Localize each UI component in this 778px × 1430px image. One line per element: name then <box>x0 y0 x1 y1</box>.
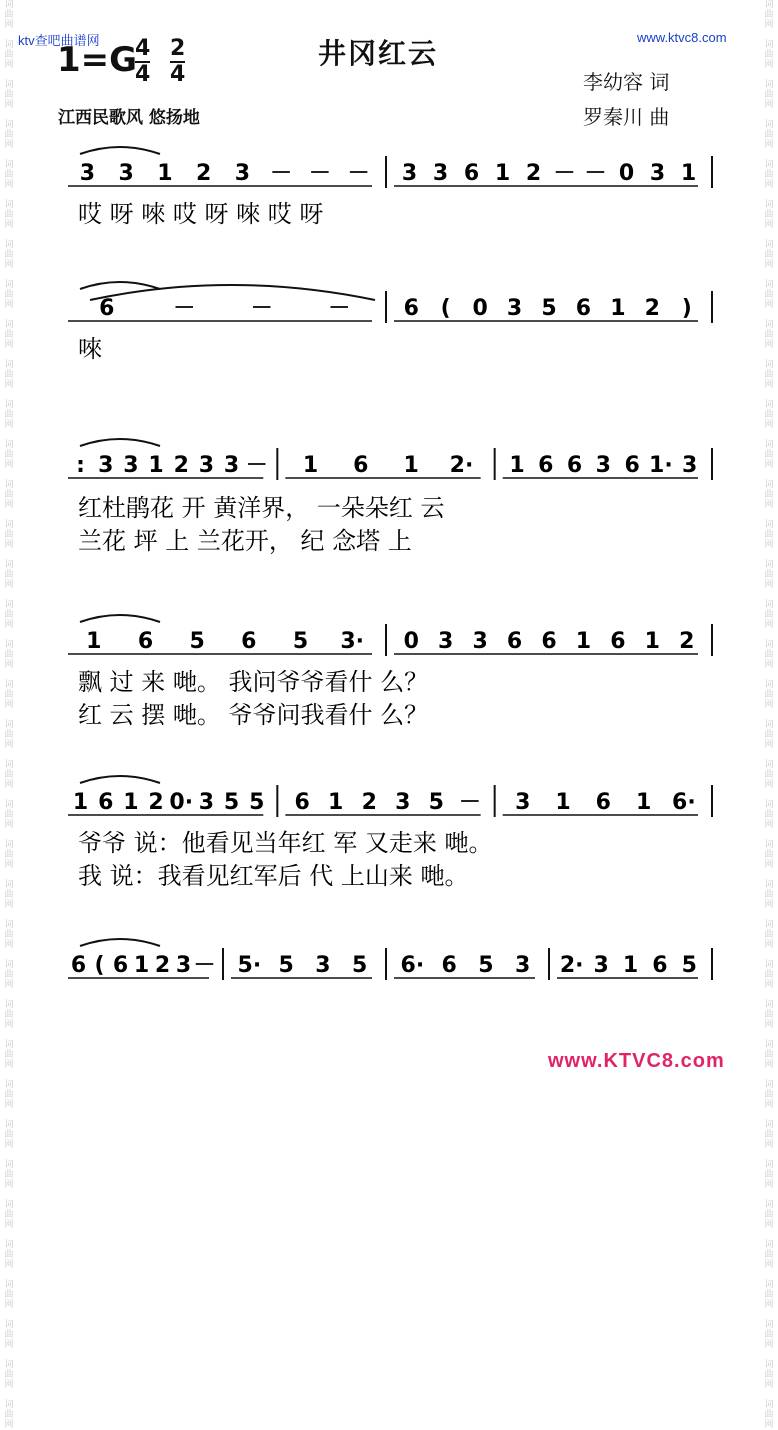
note-symbol: － <box>308 161 331 186</box>
note-symbol: － <box>458 790 481 815</box>
time-sig-num: 4 <box>135 36 151 61</box>
note-symbol: 2 <box>679 629 695 654</box>
note-symbol: 5 <box>541 296 557 321</box>
note-symbol: 1 <box>635 790 652 815</box>
lyric-line: 红杜鹃花 开 黄洋界， 一朵朵红 云 <box>78 494 445 522</box>
slur-mark <box>80 776 160 783</box>
note-symbol: 1 <box>72 790 89 815</box>
note-symbol: 6 <box>112 953 129 978</box>
slur-mark <box>80 615 160 622</box>
note-symbol: － <box>347 161 370 186</box>
note-symbol: 6 <box>294 790 310 815</box>
note-symbol: 2 <box>195 161 212 186</box>
note-symbol: 1 <box>610 296 626 321</box>
note-symbol: － <box>270 161 293 186</box>
note-symbol: 1· <box>649 453 673 478</box>
slur-mark <box>80 282 160 289</box>
note-symbol: 1 <box>148 453 164 478</box>
note-symbol: 3 <box>681 453 698 478</box>
note-symbol: 3 <box>438 629 454 654</box>
slur-mark <box>80 147 160 154</box>
time-sig-num: 2 <box>170 36 186 61</box>
note-symbol: 5 <box>223 790 240 815</box>
note-symbol: ) <box>681 296 692 321</box>
note-symbol: 3 <box>198 790 215 815</box>
note-symbol: 0 <box>403 629 419 654</box>
lyric-line: 飘 过 来 哋。 我问爷爷看什 么？ <box>78 668 429 696</box>
note-symbol: ( <box>440 296 451 321</box>
note-symbol: 2 <box>154 953 171 978</box>
note-symbol: 1 <box>86 629 102 654</box>
note-symbol: 3 <box>515 790 531 815</box>
note-symbol: 1 <box>555 790 571 815</box>
tempo-style: 江西民歌风 悠扬地 <box>58 108 200 128</box>
note-symbol: 6 <box>353 453 369 478</box>
note-symbol: 6 <box>70 953 87 978</box>
note-symbol: 1 <box>302 453 319 478</box>
note-symbol: 6 <box>541 629 557 654</box>
note-symbol: 1 <box>622 953 639 978</box>
site-url: www.ktvc8.com <box>637 30 727 45</box>
note-symbol: 1 <box>328 790 344 815</box>
note-symbol: 6 <box>610 629 626 654</box>
note-symbol: 3 <box>432 161 449 186</box>
note-symbol: 5· <box>237 953 262 978</box>
note-symbol: 6· <box>400 953 425 978</box>
note-symbol: 3· <box>340 629 365 654</box>
note-symbol: 1 <box>680 161 697 186</box>
note-symbol: 5 <box>478 953 494 978</box>
lyric-line: 我 说：我看见红军后 代 上山来 哋。 <box>78 862 469 890</box>
lyricist: 李幼容 词 <box>583 70 670 94</box>
note-symbol: 3 <box>198 453 215 478</box>
note-symbol: 6 <box>241 629 257 654</box>
note-symbol: 3 <box>234 161 251 186</box>
slur-mark <box>80 939 160 946</box>
note-symbol: 3 <box>223 453 240 478</box>
note-symbol: 3 <box>79 161 96 186</box>
note-symbol: 5 <box>681 953 697 978</box>
note-symbol: 6 <box>624 453 640 478</box>
note-symbol: 3 <box>506 296 523 321</box>
note-symbol: 2· <box>559 953 584 978</box>
note-symbol: 3 <box>98 453 114 478</box>
composer: 罗秦川 曲 <box>583 105 670 129</box>
note-symbol: 1 <box>644 629 660 654</box>
note-symbol: 2 <box>525 161 542 186</box>
note-symbol: 6 <box>98 790 114 815</box>
note-symbol: 3 <box>395 790 411 815</box>
note-symbol: 0 <box>472 296 488 321</box>
note-symbol: 2· <box>449 453 474 478</box>
note-symbol: 6 <box>652 953 668 978</box>
footer-url: www.KTVC8.com <box>548 1050 725 1072</box>
note-symbol: 2 <box>361 790 377 815</box>
note-symbol: 6 <box>575 296 592 321</box>
note-symbol: 6 <box>506 629 523 654</box>
note-symbol: 3 <box>593 953 609 978</box>
note-symbol: 0 <box>618 161 635 186</box>
note-symbol: 1 <box>509 453 525 478</box>
note-symbol: － <box>193 953 216 978</box>
note-symbol: － <box>250 296 273 321</box>
note-symbol: 1 <box>157 161 173 186</box>
note-symbol: 3 <box>315 953 331 978</box>
note-symbol: 5 <box>428 790 444 815</box>
note-symbol: 1 <box>575 629 592 654</box>
note-symbol: 5 <box>189 629 205 654</box>
note-symbol: 6 <box>137 629 154 654</box>
note-symbol: 6 <box>566 453 583 478</box>
note-symbol: 1 <box>494 161 511 186</box>
note-symbol: 3 <box>649 161 666 186</box>
note-symbol: 6 <box>99 296 115 321</box>
note-symbol: － <box>173 296 196 321</box>
lyric-line: 红 云 摆 哋。 爷爷问我看什 么？ <box>78 701 429 729</box>
note-symbol: 3 <box>595 453 611 478</box>
note-symbol: : <box>76 453 85 478</box>
note-symbol: ( <box>94 953 105 978</box>
note-symbol: － <box>328 296 351 321</box>
note-symbol: 1 <box>133 953 150 978</box>
note-symbol: － <box>245 453 268 478</box>
note-symbol: 6 <box>463 161 480 186</box>
lyric-line: 兰花 坪 上 兰花开， 纪 念塔 上 <box>78 527 412 555</box>
note-symbol: 6 <box>538 453 554 478</box>
lyric-line: 唻 <box>78 335 102 363</box>
note-symbol: 1 <box>123 790 139 815</box>
side-watermark-left: 词 曲 网 词 曲 网 词 曲 网 词 曲 网 词 曲 网 词 曲 网 词 曲 网 词 曲 网 词 曲 网 词 曲 网 词 曲 网 词 曲 网 词 曲 网 词 曲 网 词 曲 网 词 曲 网 词 曲 网 词 曲 网 词 曲 网 词 曲 网 词 曲 网 词 曲 网 词 曲 网 词 曲 网 词 曲 网 词 曲 网 词 曲 网 词 曲 网 词 曲 网 词 曲 网 词 曲 网 词 曲 网 词 曲 网 词 曲 网 词 曲 网 词 曲 网 <box>4 0 14 1430</box>
note-symbol: 3 <box>175 953 192 978</box>
note-symbol: 2 <box>644 296 660 321</box>
site-name: ktv查吧曲谱网 <box>18 33 100 48</box>
slur-mark <box>80 439 160 446</box>
time-sig-den: 4 <box>135 62 151 87</box>
note-symbol: － <box>584 161 607 186</box>
note-symbol: 6 <box>595 790 611 815</box>
key-signature: 1=G <box>57 40 138 80</box>
lyric-line: 爷爷 说：他看见当年红 军 又走来 哋。 <box>78 829 493 857</box>
note-symbol: 6 <box>403 296 419 321</box>
note-symbol: 5 <box>278 953 294 978</box>
note-symbol: 5 <box>351 953 368 978</box>
side-watermark-right: 词 曲 网 词 曲 网 词 曲 网 词 曲 网 词 曲 网 词 曲 网 词 曲 网 词 曲 网 词 曲 网 词 曲 网 词 曲 网 词 曲 网 词 曲 网 词 曲 网 词 曲 网 词 曲 网 词 曲 网 词 曲 网 词 曲 网 词 曲 网 词 曲 网 词 曲 网 词 曲 网 词 曲 网 词 曲 网 词 曲 网 词 曲 网 词 曲 网 词 曲 网 词 曲 网 词 曲 网 词 曲 网 词 曲 网 词 曲 网 词 曲 网 词 曲 网 <box>764 0 774 1430</box>
note-symbol: 0· <box>169 790 194 815</box>
note-symbol: 3 <box>123 453 139 478</box>
note-symbol: 5 <box>249 790 265 815</box>
lyric-line: 哎 呀 唻 哎 呀 唻 哎 呀 <box>78 200 324 228</box>
note-symbol: － <box>553 161 576 186</box>
note-symbol: 3 <box>472 629 488 654</box>
note-symbol: 3 <box>514 953 531 978</box>
note-symbol: 2 <box>173 453 189 478</box>
song-title: 井冈红云 <box>318 37 439 70</box>
note-symbol: 5 <box>292 629 309 654</box>
note-symbol: 6· <box>672 790 696 815</box>
note-symbol: 1 <box>403 453 419 478</box>
time-sig-den: 4 <box>170 62 186 87</box>
note-symbol: 3 <box>401 161 418 186</box>
note-symbol: 3 <box>118 161 134 186</box>
note-symbol: 6 <box>441 953 457 978</box>
note-symbol: 2 <box>148 790 164 815</box>
